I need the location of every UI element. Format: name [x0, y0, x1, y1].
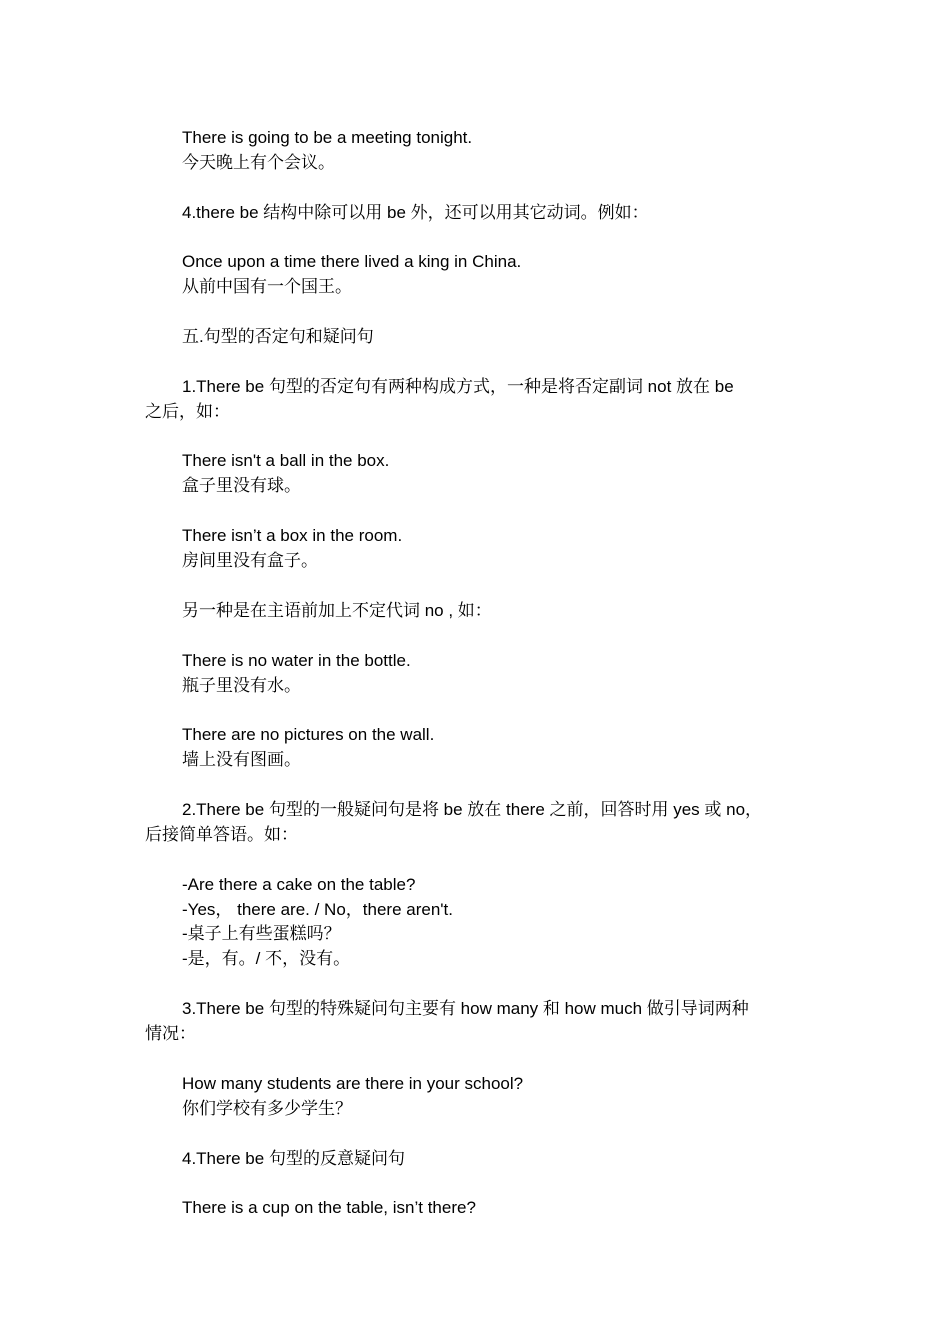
example-sentence: There is no water in the bottle.	[182, 651, 411, 670]
rule-paragraph: 3.There be 句型的特殊疑问句主要有 how many 和 how much 做引导词两种	[182, 999, 749, 1018]
rule-paragraph: 4.There be 句型的反意疑问句	[182, 1149, 405, 1168]
dialogue-line: -Yes， there are. / No，there aren't.	[182, 900, 453, 919]
dialogue-line: -桌子上有些蛋糕吗？	[182, 924, 341, 943]
rule-paragraph-continuation: 后接简单答语。如：	[145, 825, 298, 844]
example-translation: 房间里没有盒子。	[182, 551, 318, 570]
section-heading: 五.句型的否定句和疑问句	[182, 327, 374, 346]
example-sentence: There is going to be a meeting tonight.	[182, 128, 473, 147]
example-translation: 墙上没有图画。	[182, 750, 301, 769]
dialogue-line: -Are there a cake on the table?	[182, 875, 416, 894]
example-sentence: There is a cup on the table, isn’t there?	[182, 1198, 476, 1217]
rule-paragraph: 另一种是在主语前加上不定代词 no , 如：	[182, 601, 492, 620]
example-translation: 今天晚上有个会议。	[182, 153, 335, 172]
rule-paragraph: 4.there be 结构中除可以用 be 外，还可以用其它动词。例如：	[182, 203, 649, 222]
example-sentence: Once upon a time there lived a king in China.	[182, 252, 522, 271]
example-sentence: There isn’t a box in the room.	[182, 526, 403, 545]
rule-paragraph: 2.There be 句型的一般疑问句是将 be 放在 there 之前，回答时用 yes 或 no，	[182, 800, 763, 819]
example-translation: 你们学校有多少学生？	[182, 1099, 352, 1118]
example-translation: 从前中国有一个国王。	[182, 277, 352, 296]
example-translation: 瓶子里没有水。	[182, 676, 301, 695]
example-sentence: How many students are there in your school?	[182, 1074, 524, 1093]
example-translation: 盒子里没有球。	[182, 476, 301, 495]
rule-paragraph: 1.There be 句型的否定句有两种构成方式，一种是将否定副词 not 放在 be	[182, 377, 734, 396]
example-sentence: There isn't a ball in the box.	[182, 451, 390, 470]
example-sentence: There are no pictures on the wall.	[182, 725, 435, 744]
rule-paragraph-continuation: 之后，如：	[145, 402, 230, 421]
dialogue-line: -是，有。/ 不，没有。	[182, 949, 351, 968]
rule-paragraph-continuation: 情况：	[145, 1024, 196, 1043]
